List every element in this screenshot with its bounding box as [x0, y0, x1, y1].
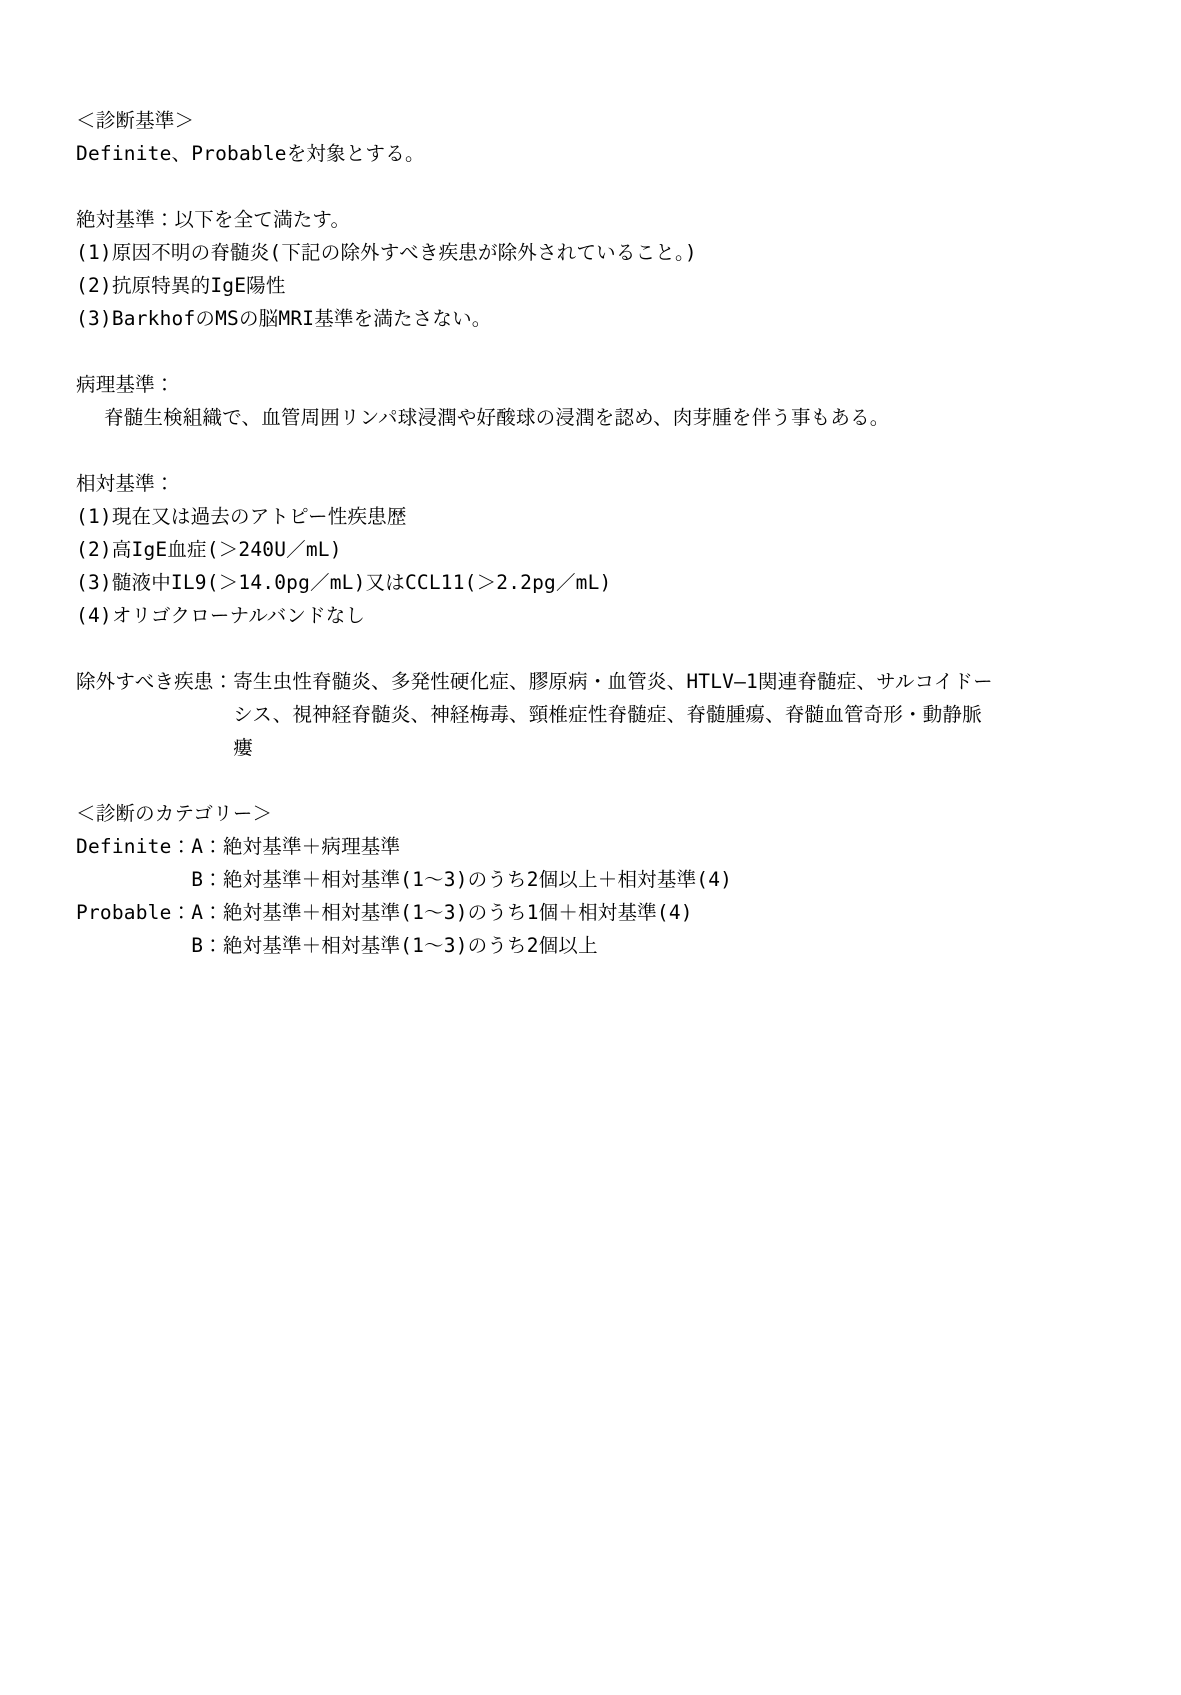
spacer: [76, 170, 1116, 203]
criteria-heading: ＜診断基準＞: [76, 109, 195, 132]
relative-criteria-title: 相対基準：: [76, 472, 175, 495]
definite-row: A：絶対基準＋病理基準: [191, 835, 401, 858]
document-body: [76, 104, 1116, 962]
definite-block: [76, 830, 1116, 896]
exclusion-line: シス、視神経脊髄炎、神経梅毒、頸椎症性脊髄症、脊髄腫瘍、脊髄血管奇形・動静脈: [233, 703, 982, 726]
exclusion-block: [76, 665, 1116, 764]
relative-criteria-item: (3)髄液中IL9(＞14.0pg／mL)又はCCL11(＞2.2pg／mL): [76, 571, 612, 594]
category-heading: ＜診断のカテゴリー＞: [76, 802, 273, 825]
probable-label: Probable：: [76, 901, 192, 924]
absolute-criteria-item: (1)原因不明の脊髄炎(下記の除外すべき疾患が除外されていること。): [76, 241, 697, 264]
absolute-criteria-item: (2)抗原特異的IgE陽性: [76, 274, 286, 297]
exclusion-lines: [233, 665, 1116, 764]
relative-criteria-item: (2)高IgE血症(＞240U／mL): [76, 538, 342, 561]
pathology-criteria-title: 病理基準：: [76, 373, 175, 396]
exclusion-label: 除外すべき疾患：: [76, 670, 234, 693]
criteria-scope: Definite、Probableを対象とする。: [76, 142, 425, 165]
absolute-criteria-title: 絶対基準：以下を全て満たす。: [76, 208, 351, 231]
relative-criteria-item: (4)オリゴクローナルバンドなし: [76, 604, 366, 627]
spacer: [76, 434, 1116, 467]
probable-row: A：絶対基準＋相対基準(1〜3)のうち1個＋相対基準(4): [191, 901, 693, 924]
probable-rows: [191, 896, 1116, 962]
definite-rows: [191, 830, 1116, 896]
probable-block: [76, 896, 1116, 962]
exclusion-line: 寄生虫性脊髄炎、多発性硬化症、膠原病・血管炎、HTLV―1関連脊髄症、サルコイドー: [233, 670, 993, 693]
relative-criteria-item: (1)現在又は過去のアトピー性疾患歴: [76, 505, 407, 528]
spacer: [76, 632, 1116, 665]
spacer: [76, 764, 1116, 797]
definite-row: B：絶対基準＋相対基準(1〜3)のうち2個以上＋相対基準(4): [191, 868, 733, 891]
exclusion-line: 瘻: [233, 736, 253, 759]
pathology-criteria-body: 脊髄生検組織で、血管周囲リンパ球浸潤や好酸球の浸潤を認め、肉芽腫を伴う事もある。: [104, 406, 890, 429]
probable-row: B：絶対基準＋相対基準(1〜3)のうち2個以上: [191, 934, 598, 957]
definite-label: Definite：: [76, 835, 192, 858]
spacer: [76, 335, 1116, 368]
absolute-criteria-item: (3)BarkhofのMSの脳MRI基準を満たさない。: [76, 307, 492, 330]
